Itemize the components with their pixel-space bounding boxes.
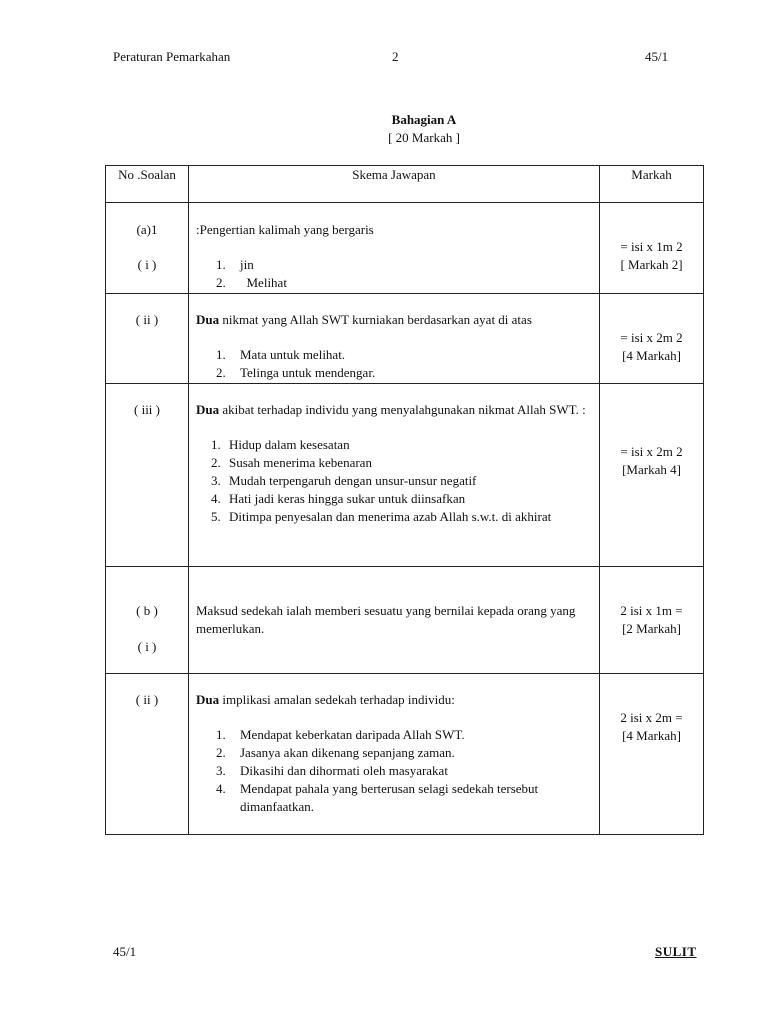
marks-cell (600, 567, 704, 674)
answer-lead (196, 401, 593, 419)
marks-formula: 2 isi x 1m = (620, 603, 683, 618)
marks-cell (600, 203, 704, 294)
marks-total: [4 Markah] (622, 728, 681, 743)
question-label: ( ii ) (135, 312, 159, 327)
answer-lead (196, 691, 593, 709)
table-row (106, 203, 704, 294)
question-cell (106, 203, 189, 294)
list-item: 4. Hati jadi keras hingga sukar untuk diinsafkan (211, 491, 466, 506)
marks-formula: = isi x 2m 2 (620, 330, 683, 345)
header-right: 45/1 (645, 49, 669, 64)
list-item: 2. Susah menerima kebenaran (211, 455, 372, 470)
question-label: (a)1 (136, 222, 158, 237)
answer-list (196, 436, 593, 526)
marks-total: [4 Markah] (622, 348, 681, 363)
answer-lead-text: :Pengertian kalimah yang bergaris (196, 222, 374, 237)
answer-lead (196, 602, 593, 638)
answer-list (196, 726, 593, 816)
question-sublabel: ( i ) (137, 257, 157, 272)
question-label: ( ii ) (135, 692, 159, 707)
header-left: Peraturan Pemarkahan (113, 49, 231, 64)
list-item: 2. Jasanya akan dikenang sepanjang zaman. (216, 745, 455, 760)
answer-lead-text: implikasi amalan sedekah terhadap individu: (219, 692, 455, 707)
marks-formula: = isi x 2m 2 (620, 444, 683, 459)
answer-cell (189, 567, 600, 674)
answer-lead-bold: Dua (196, 402, 220, 417)
marks-total: [Markah 4] (622, 462, 681, 477)
question-label: ( b ) (136, 603, 158, 618)
answer-list (196, 256, 593, 292)
page-number: 2 (392, 49, 399, 64)
answer-lead-bold: Dua (196, 692, 220, 707)
answer-lead-text: nikmat yang Allah SWT kurniakan berdasarkan ayat di atas (219, 312, 532, 327)
marks-formula: 2 isi x 2m = (620, 710, 683, 725)
list-item: 2. Telinga untuk mendengar. (216, 365, 376, 380)
marks-cell (600, 384, 704, 567)
question-sublabel: ( i ) (137, 639, 157, 654)
header-question-no: No .Soalan (106, 166, 189, 203)
list-item: 2. Melihat (216, 275, 287, 290)
list-item: 1. Mendapat keberkatan daripada Allah SWT. (216, 727, 465, 742)
answer-lead-text: Maksud sedekah ialah memberi sesuatu yang bernilai kepada orang yang memerlukan. (196, 603, 576, 636)
marks-cell (600, 674, 704, 835)
marks-cell (600, 294, 704, 384)
list-item: 1. jin (216, 257, 254, 272)
question-label: ( iii ) (134, 402, 160, 417)
table-row (106, 567, 704, 674)
list-item: 3. Mudah terpengaruh dengan unsur-unsur negatif (211, 473, 477, 488)
header-marks: Markah (600, 166, 704, 203)
answer-cell (189, 384, 600, 567)
section-title: Bahagian A (391, 112, 457, 127)
list-item: 3. Dikasihi dan dihormati oleh masyarakat (216, 763, 448, 778)
marks-total: [ Markah 2] (620, 257, 683, 272)
total-marks: [ 20 Markah ] (388, 130, 460, 145)
answer-list (196, 346, 593, 382)
table-row (106, 384, 704, 567)
answer-lead-bold: Dua (196, 312, 220, 327)
list-item: 1. Mata untuk melihat. (216, 347, 346, 362)
answer-cell (189, 674, 600, 835)
table-row (106, 294, 704, 384)
answer-lead-text: akibat terhadap individu yang menyalahgunakan nikmat Allah SWT. : (219, 402, 586, 417)
list-item: 1. Hidup dalam kesesatan (211, 437, 350, 452)
question-cell (106, 674, 189, 835)
header-answer-scheme: Skema Jawapan (189, 166, 600, 203)
list-item: 4. Mendapat pahala yang berterusan selagi sedekah tersebut dimanfaatkan. (216, 781, 539, 814)
answer-cell (189, 294, 600, 384)
question-cell (106, 294, 189, 384)
question-cell (106, 567, 189, 674)
question-cell (106, 384, 189, 567)
table-row (106, 674, 704, 835)
footer-classification: SULIT (655, 944, 697, 959)
table-header-row (106, 166, 704, 203)
answer-cell (189, 203, 600, 294)
answer-lead (196, 311, 593, 329)
marking-scheme-table (105, 165, 704, 835)
footer-paper-code: 45/1 (113, 944, 137, 959)
answer-lead (196, 221, 593, 239)
marks-formula: = isi x 1m 2 (620, 239, 683, 254)
list-item: 5. Ditimpa penyesalan dan menerima azab Allah s.w.t. di akhirat (211, 509, 552, 524)
marks-total: [2 Markah] (622, 621, 681, 636)
